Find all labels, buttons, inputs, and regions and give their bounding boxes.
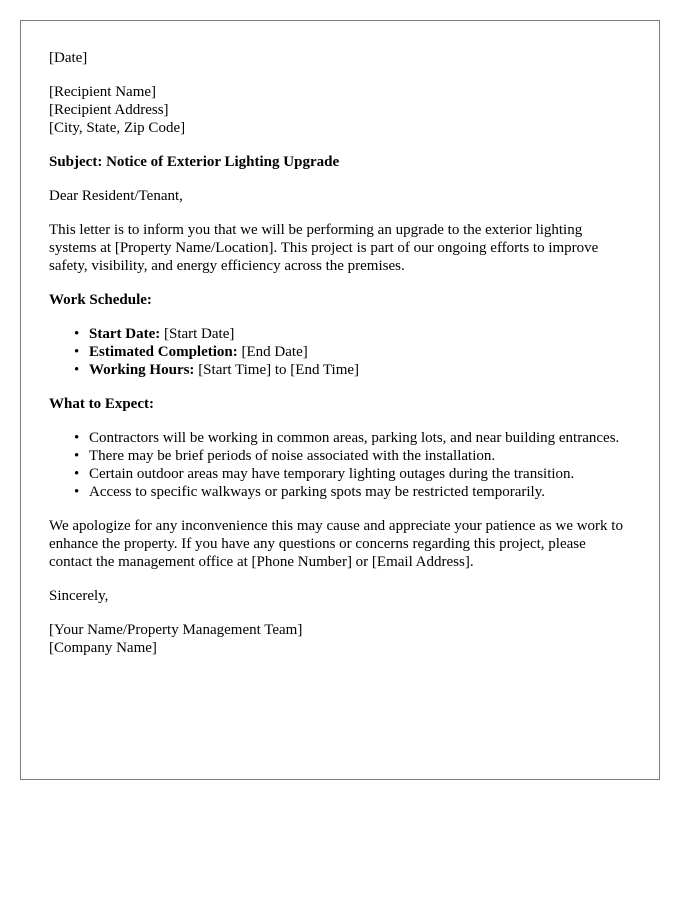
schedule-value: [Start Date]	[160, 326, 235, 342]
bullet-icon: •	[74, 362, 80, 378]
work-schedule-heading: Work Schedule:	[49, 292, 152, 308]
schedule-label: Start Date:	[89, 326, 161, 342]
list-item	[74, 361, 631, 379]
expect-item-text: Certain outdoor areas may have temporary lighting outages during the transition.	[89, 466, 575, 482]
signature-block	[49, 621, 631, 657]
list-item	[74, 447, 631, 465]
recipient-name: [Recipient Name]	[49, 84, 157, 100]
list-item	[74, 483, 631, 501]
recipient-city-state-zip: [City, State, Zip Code]	[49, 120, 186, 136]
closing-paragraph: We apologize for any inconvenience this may cause and appreciate your patience as we work to enhance the property. If you have any questions or concerns regarding this project, please contact the management office at [Phone Number] or [Email Address].	[49, 518, 623, 570]
bullet-icon: •	[74, 448, 80, 464]
list-item	[74, 343, 631, 361]
schedule-value: [Start Time] to [End Time]	[194, 362, 360, 378]
recipient-address: [Recipient Address]	[49, 102, 169, 118]
schedule-value: [End Date]	[237, 344, 308, 360]
expect-item-text: There may be brief periods of noise associated with the installation.	[89, 448, 496, 464]
bullet-icon: •	[74, 466, 80, 482]
expect-item-text: Access to specific walkways or parking spots may be restricted temporarily.	[89, 484, 545, 500]
list-item	[74, 325, 631, 343]
bullet-icon: •	[74, 344, 80, 360]
list-item	[74, 465, 631, 483]
letter-page	[20, 20, 660, 780]
work-schedule-list	[49, 325, 631, 379]
what-to-expect-heading: What to Expect:	[49, 396, 154, 412]
bullet-icon: •	[74, 430, 80, 446]
bullet-icon: •	[74, 484, 80, 500]
expect-item-text: Contractors will be working in common areas, parking lots, and near building entrances.	[89, 430, 620, 446]
letter-subject: Subject: Notice of Exterior Lighting Upgrade	[49, 154, 340, 170]
sign-off: Sincerely,	[49, 588, 109, 604]
what-to-expect-list	[49, 429, 631, 501]
schedule-label: Working Hours:	[89, 362, 195, 378]
intro-paragraph: This letter is to inform you that we will be performing an upgrade to the exterior lighting systems at [Property Name/Location]. This project is part of our ongoing efforts to improve safety, visibility, and energy efficiency across the premises.	[49, 222, 599, 274]
salutation: Dear Resident/Tenant,	[49, 188, 183, 204]
signature-name: [Your Name/Property Management Team]	[49, 622, 303, 638]
bullet-icon: •	[74, 326, 80, 342]
list-item	[74, 429, 631, 447]
letter-date: [Date]	[49, 50, 88, 66]
recipient-block	[49, 83, 631, 137]
schedule-label: Estimated Completion:	[89, 344, 238, 360]
signature-company: [Company Name]	[49, 640, 157, 656]
